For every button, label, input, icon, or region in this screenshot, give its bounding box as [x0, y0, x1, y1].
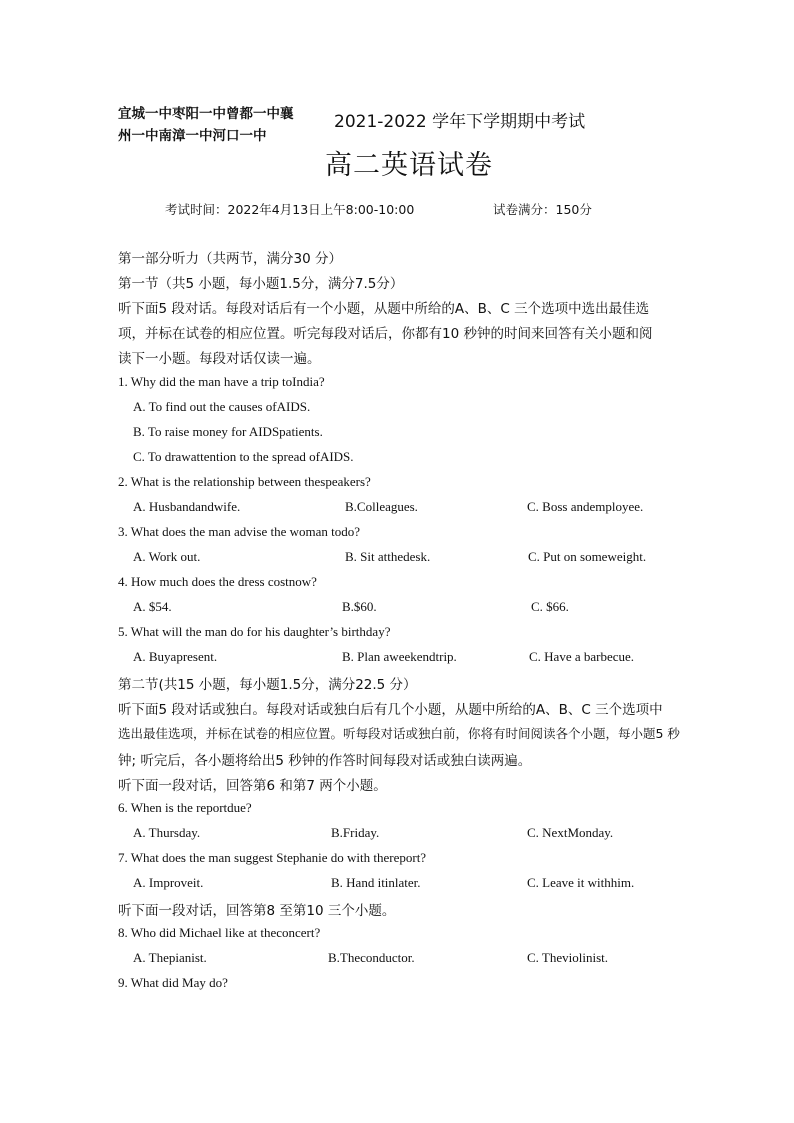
- question-8-option-c: C. Theviolinist.: [527, 950, 609, 965]
- question-9: 9. What did May do?: [118, 975, 228, 990]
- question-5-option-b: B. Plan aweekendtrip.: [342, 649, 457, 664]
- question-4-option-a: A. $54.: [133, 599, 172, 614]
- question-7-option-a: A. Improveit.: [133, 875, 204, 890]
- exam-time: 考试时间：2022年4月13日上午8:00-10:00: [165, 202, 415, 217]
- section2-instructions-line-1: 听下面5 段对话或独白。每段对话或独白后有几个小题，从题中所给的A、B、C 三个选项中: [118, 702, 663, 718]
- page-title: [0, 143, 794, 182]
- dialog-6-7-instruction: 听下面一段对话，回答第6 和第7 两个小题。: [118, 778, 387, 794]
- question-7-option-c: C. Leave it withhim.: [527, 875, 635, 890]
- question-6-option-c: C. NextMonday.: [527, 825, 614, 840]
- full-score: 试卷满分：150分: [493, 202, 592, 217]
- question-1-option-b: B. To raise money for AIDSpatients.: [133, 424, 323, 439]
- section2-heading: 第二节(共15 小题，每小题1.5分，满分22.5 分）: [118, 677, 417, 693]
- question-2-option-c: C. Boss andemployee.: [527, 499, 644, 514]
- exam-title: 2021-2022 学年下学期期中考试: [334, 112, 586, 132]
- question-8-option-b: B.Theconductor.: [328, 950, 415, 965]
- question-3-option-c: C. Put on someweight.: [528, 549, 647, 564]
- question-2-option-a: A. Husbandandwife.: [133, 499, 241, 514]
- section2-instructions-line-2: 选出最佳选项，并标在试卷的相应位置。听每段对话或独白前，你将有时间阅读各个小题，每小题5 秒: [118, 726, 680, 741]
- question-4: 4. How much does the dress costnow?: [118, 574, 317, 589]
- question-5: 5. What will the man do for his daughter’s birthday?: [118, 624, 391, 639]
- question-4-option-c: C. $66.: [531, 599, 569, 614]
- question-5-option-a: A. Buyapresent.: [133, 649, 218, 664]
- question-6-option-b: B.Friday.: [331, 825, 380, 840]
- school-list-line-2: 州一中南漳一中河口一中: [118, 128, 267, 144]
- question-1: 1. Why did the man have a trip toIndia?: [118, 374, 325, 389]
- page-title-text: 高二英语试卷: [325, 150, 493, 181]
- part1-heading: 第一部分听力（共两节，满分30 分）: [118, 251, 342, 267]
- question-3-option-b: B. Sit atthedesk.: [345, 549, 431, 564]
- question-8-option-a: A. Thepianist.: [133, 950, 207, 965]
- section2-instructions-line-3: 钟; 听完后，各小题将给出5 秒钟的作答时间每段对话或独白读两遍。: [118, 753, 532, 769]
- question-7-option-b: B. Hand itinlater.: [331, 875, 421, 890]
- question-6-option-a: A. Thursday.: [133, 825, 201, 840]
- question-1-option-a: A. To find out the causes ofAIDS.: [133, 399, 311, 414]
- section1-heading: 第一节（共5 小题，每小题1.5分，满分7.5分）: [118, 276, 404, 292]
- dialog-8-10-instruction: 听下面一段对话，回答第8 至第10 三个小题。: [118, 903, 396, 919]
- question-4-option-b: B.$60.: [342, 599, 377, 614]
- section1-instructions-line-3: 读下一小题。每段对话仅读一遍。: [118, 351, 321, 367]
- school-list-line-1: 宜城一中枣阳一中曾都一中襄: [118, 106, 294, 122]
- question-7: 7. What does the man suggest Stephanie do with thereport?: [118, 850, 427, 865]
- question-2: 2. What is the relationship between thespeakers?: [118, 474, 371, 489]
- question-3-option-a: A. Work out.: [133, 549, 201, 564]
- section1-instructions-line-2: 项，并标在试卷的相应位置。听完每段对话后，你都有10 秒钟的时间来回答有关小题和阅: [118, 326, 653, 342]
- question-1-option-c: C. To drawattention to the spread ofAIDS.: [133, 449, 354, 464]
- question-3: 3. What does the man advise the woman todo?: [118, 524, 361, 539]
- school-list: [118, 103, 294, 147]
- question-5-option-c: C. Have a barbecue.: [529, 649, 635, 664]
- section1-instructions-line-1: 听下面5 段对话。每段对话后有一个小题，从题中所给的A、B、C 三个选项中选出最佳选: [118, 301, 650, 317]
- question-6: 6. When is the reportdue?: [118, 800, 252, 815]
- question-8: 8. Who did Michael like at theconcert?: [118, 925, 321, 940]
- question-2-option-b: B.Colleagues.: [345, 499, 418, 514]
